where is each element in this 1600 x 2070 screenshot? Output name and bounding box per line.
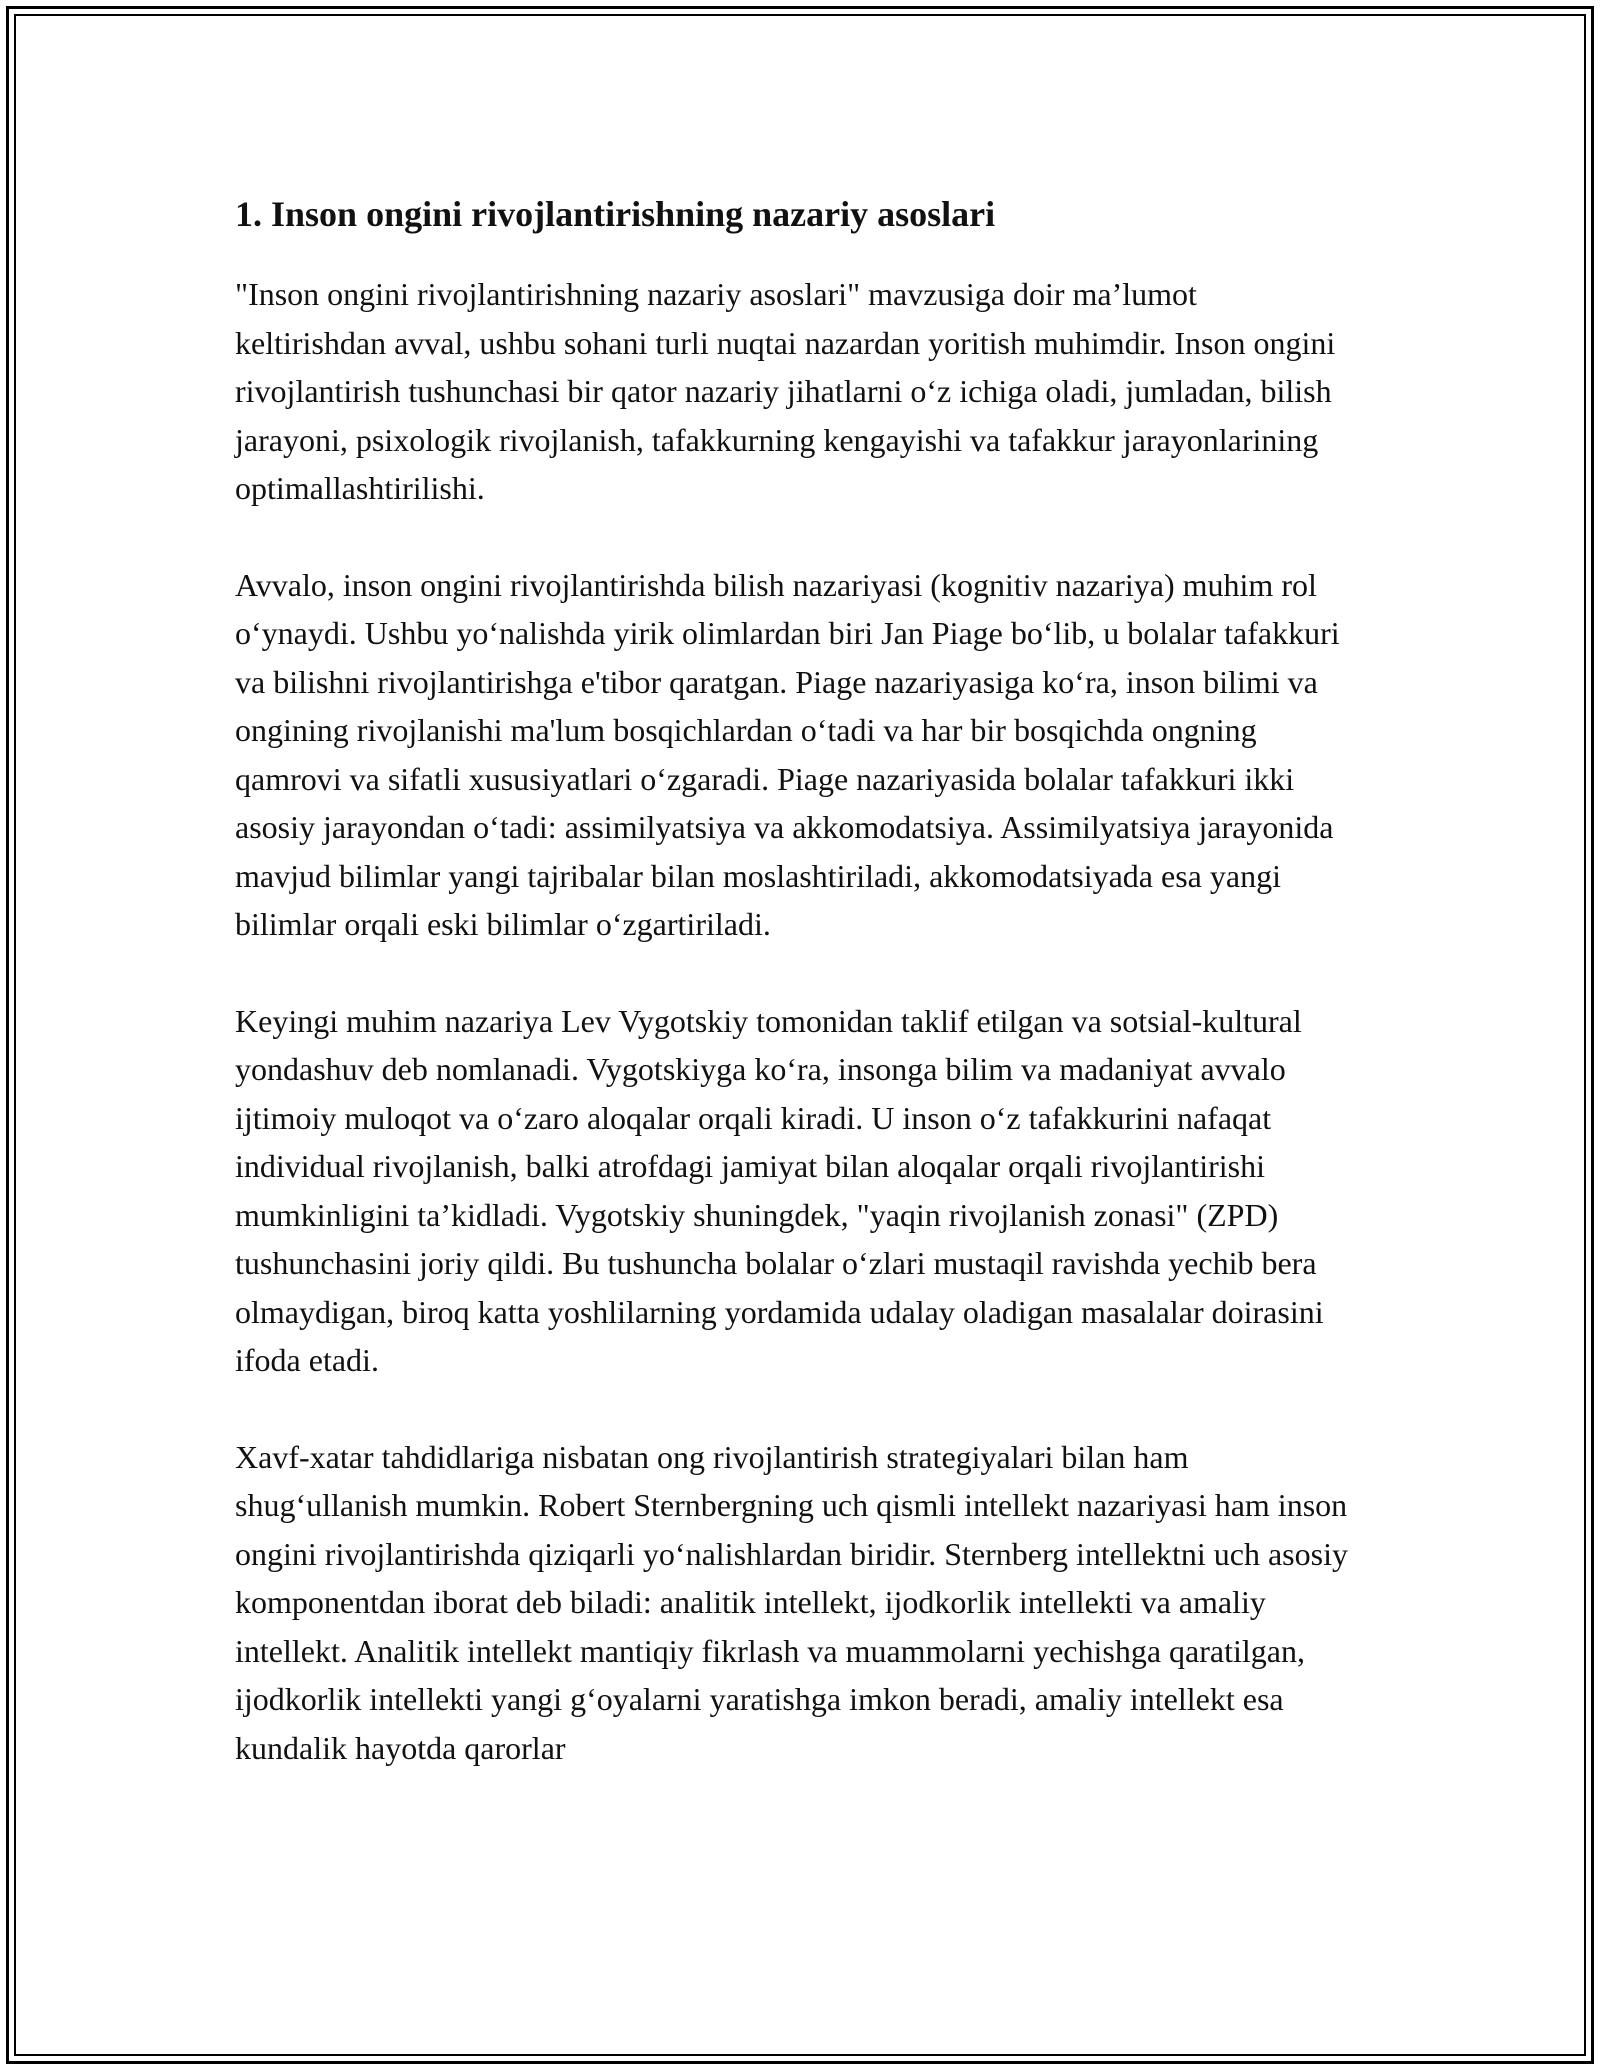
document-body — [235, 188, 1355, 1820]
paragraph-intro: "Inson ongini rivojlantirishning nazariy asoslari" mavzusiga doir ma’lumot keltirishdan avval, ushbu sohani turli nuqtai nazardan yoritish muhimdir. Inson ongini rivojlantirish tushunchasi bir qator nazariy jihatlarni o‘z ichiga oladi, jumladan, bilish jarayoni, psixologik rivojlanish, tafakkurning kengayishi va tafakkur jarayonlarining optimallashtirilishi. — [235, 276, 1336, 506]
paragraph-sternberg: Xavf-xatar tahdidlariga nisbatan ong rivojlantirish strategiyalari bilan ham shug‘ullanish mumkin. Robert Sternbergning uch qismli intellekt nazariyasi ham inson ongini rivojlantirishda qiziqarli yo‘nalishlardan biridir. Sternberg intellektni uch asosiy komponentdan iborat deb biladi: analitik intellekt, ijodkorlik intellekti va amaliy intellekt. Analitik intellekt mantiqiy fikrlash va muammolarni yechishga qaratilgan, ijodkorlik intellekti yangi g‘oyalarni yaratishga imkon beradi, amaliy intellekt esa kundalik hayotda qarorlar — [235, 1438, 1348, 1766]
paragraph-piaget: Avvalo, inson ongini rivojlantirishda bilish nazariyasi (kognitiv nazariya) muhim rol o‘ynaydi. Ushbu yo‘nalishda yirik olimlardan biri Jan Piage bo‘lib, u bolalar tafakkuri va bilishni rivojlantirishga e'tibor qaratgan. Piage nazariyasiga ko‘ra, inson bilimi va ongining rivojlanishi ma'lum bosqichlardan o‘tadi va har bir bosqichda ongning qamrovi va sifatli xususiyatlari o‘zgaradi. Piage nazariyasida bolalar tafakkuri ikki asosiy jarayondan o‘tadi: assimilyatsiya va akkomodatsiya. Assimilyatsiya jarayonida mavjud bilimlar yangi tajribalar bilan moslashtiriladi, akkomodatsiyada esa yangi bilimlar orqali eski bilimlar o‘zgartiriladi. — [235, 566, 1340, 942]
section-heading: 1. Inson ongini rivojlantirishning nazariy asoslari — [235, 194, 996, 234]
paragraph-vygotsky: Keyingi muhim nazariya Lev Vygotskiy tomonidan taklif etilgan va sotsial-kultural yondashuv deb nomlanadi. Vygotskiyga ko‘ra, insonga bilim va madaniyat avvalo ijtimoiy muloqot va o‘zaro aloqalar orqali kiradi. U inson o‘z tafakkurini nafaqat individual rivojlanish, balki atrofdagi jamiyat bilan aloqalar orqali rivojlantirishi mumkinligini ta’kidladi. Vygotskiy shuningdek, "yaqin rivojlanish zonasi" (ZPD) tushunchasini joriy qildi. Bu tushuncha bolalar o‘zlari mustaqil ravishda yechib bera olmaydigan, biroq katta yoshlilarning yordamida udalay oladigan masalalar doirasini ifoda etadi. — [235, 1002, 1324, 1378]
